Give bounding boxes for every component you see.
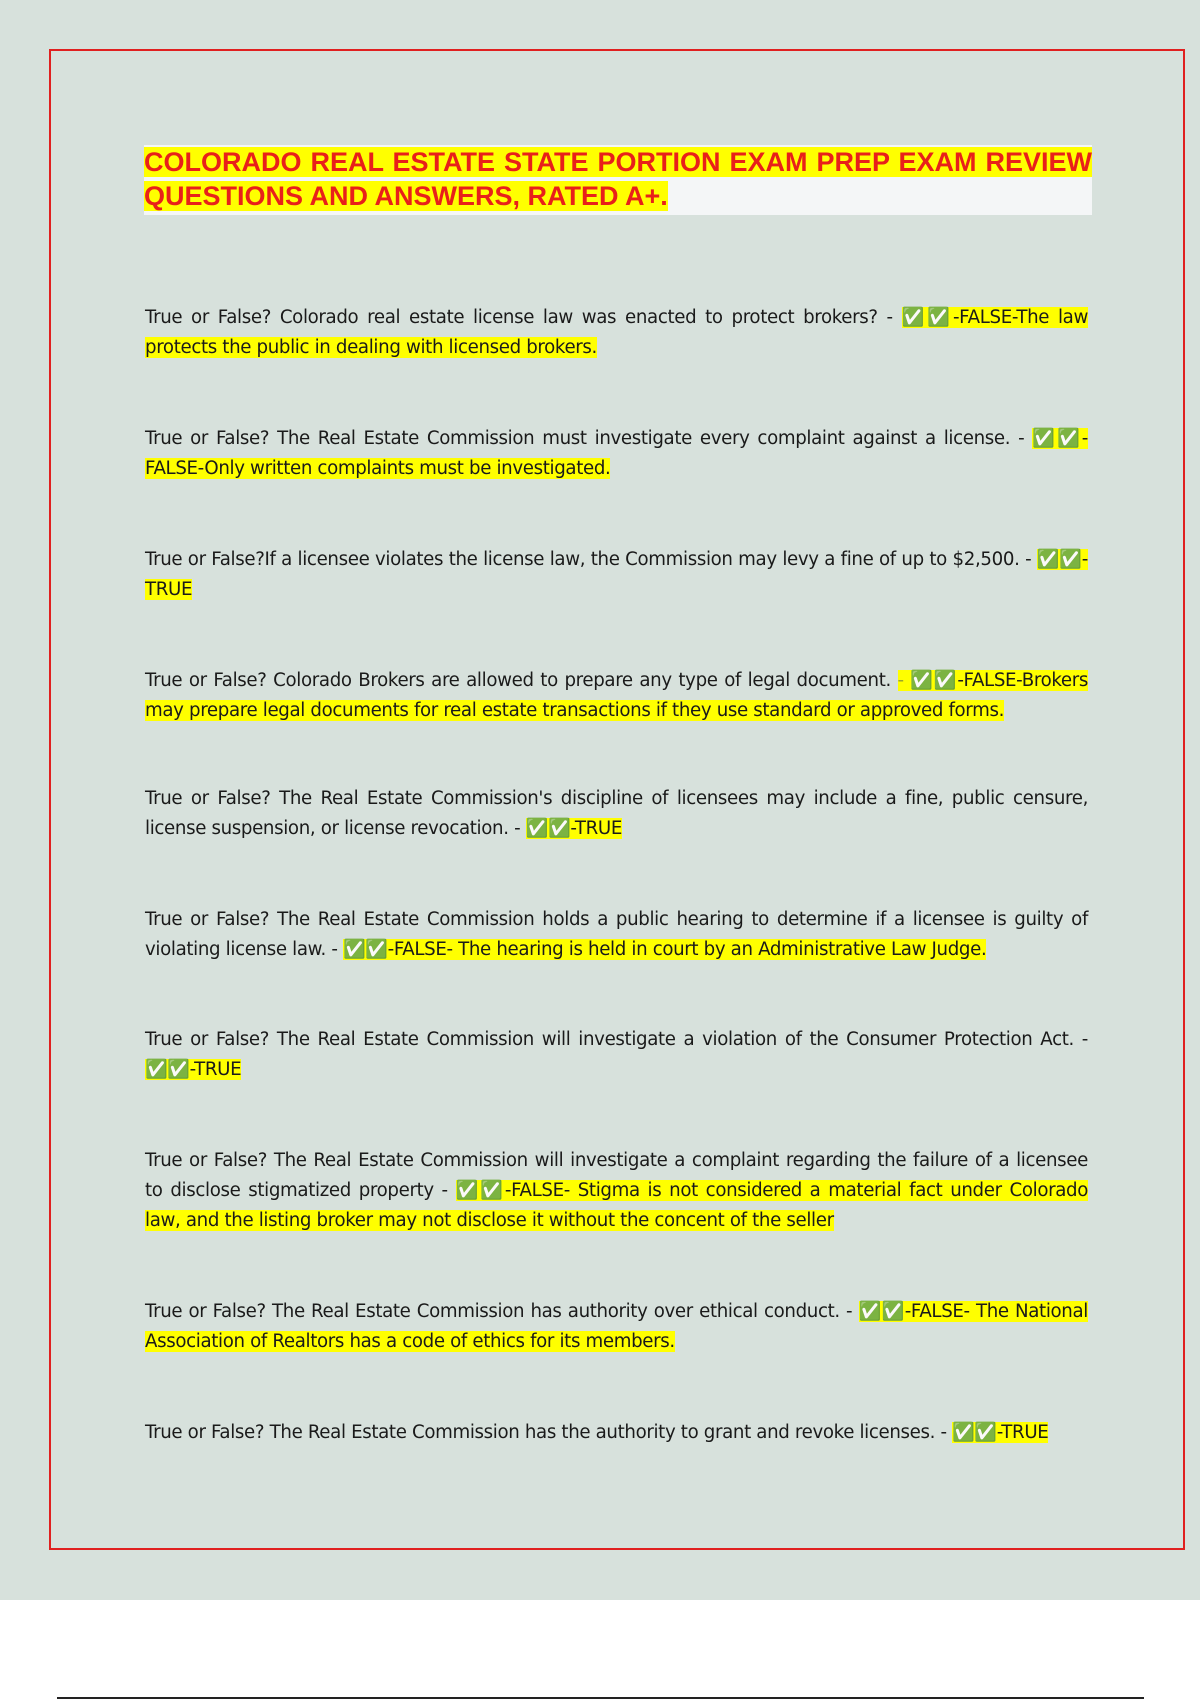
- question-text: True or False? The Real Estate Commission will investigate a complaint regarding the failure of a licensee to disclose stigmatized property -: [145, 1150, 1088, 1201]
- question-text: True or False? The Real Estate Commission will investigate a violation of the Consumer Protection Act. -: [145, 1029, 1088, 1050]
- answer-highlight: [145, 1059, 241, 1080]
- qa-item: [145, 545, 1088, 605]
- qa-item: [145, 303, 1088, 363]
- qa-item: [145, 1418, 1088, 1448]
- double-check-icon: ✅✅: [343, 939, 388, 960]
- answer-text: -FALSE- Stigma is not considered a material fact under Colorado law, and the listing broker may not disclose it without the concent of the seller: [145, 1180, 1089, 1231]
- qa-item: [145, 1025, 1088, 1085]
- answer-text: -FALSE-Brokers may prepare legal documents for real estate transactions if they use standard or approved forms.: [145, 670, 1088, 721]
- qa-item: [145, 905, 1088, 965]
- answer-text: -FALSE-The law protects the public in dealing with licensed brokers.: [145, 307, 1089, 358]
- answer-text: -TRUE: [570, 818, 623, 839]
- answer-highlight: [343, 939, 986, 960]
- question-text: True or False? The Real Estate Commission's discipline of licensees may include a fine, public censure, license suspension, or license revocation. -: [145, 788, 1088, 839]
- answer-text: -FALSE- The hearing is held in court by an Administrative Law Judge.: [387, 939, 987, 960]
- double-check-icon: ✅✅: [525, 818, 571, 839]
- qa-item: [145, 1297, 1088, 1357]
- answer-text: -TRUE: [996, 1422, 1049, 1443]
- qa-item: [145, 1146, 1088, 1236]
- answer-text: -TRUE: [145, 549, 1089, 600]
- qa-item: [145, 424, 1088, 484]
- question-text: True or False? The Real Estate Commission has the authority to grant and revoke licenses. -: [145, 1422, 947, 1443]
- document-title-text: COLORADO REAL ESTATE STATE PORTION EXAM PREP EXAM REVIEW QUESTIONS AND ANSWERS, RATED A+.: [144, 147, 1092, 211]
- double-check-icon: ✅✅: [858, 1301, 905, 1322]
- footer-divider: [57, 1697, 1144, 1699]
- question-text: True or False? The Real Estate Commission holds a public hearing to determine if a licensee is guilty of violating license law. -: [145, 909, 1088, 960]
- question-text: True or False? The Real Estate Commission has authority over ethical conduct. -: [145, 1301, 853, 1322]
- answer-highlight: [526, 818, 622, 839]
- question-text: True or False? The Real Estate Commission must investigate every complaint against a license. -: [145, 428, 1025, 449]
- double-check-icon: ✅✅: [145, 1059, 190, 1080]
- answer-text: -FALSE-Only written complaints must be investigated.: [145, 428, 1088, 479]
- title-block: [144, 145, 1092, 215]
- answer-text: -FALSE- The National Association of Realtors has a code of ethics for its members.: [145, 1301, 1088, 1352]
- qa-item: [145, 666, 1088, 726]
- double-check-icon: ✅✅: [1032, 428, 1082, 449]
- qa-item: [145, 784, 1088, 844]
- question-text: True or False? Colorado Brokers are allowed to prepare any type of legal document.: [145, 670, 891, 691]
- question-text: True or False? Colorado real estate license law was enacted to protect brokers? -: [145, 307, 893, 328]
- answer-highlight: [952, 1422, 1048, 1443]
- double-check-icon: ✅✅: [455, 1180, 505, 1201]
- question-text: True or False?If a licensee violates the license law, the Commission may levy a fine of up to $2,500. -: [145, 549, 1032, 570]
- double-check-icon: ✅✅: [952, 1422, 997, 1443]
- double-check-icon: ✅✅: [901, 307, 953, 328]
- double-check-icon: - ✅✅: [897, 670, 958, 691]
- answer-text: -TRUE: [189, 1059, 242, 1080]
- document-title: [144, 145, 1092, 213]
- double-check-icon: ✅✅: [1036, 549, 1082, 570]
